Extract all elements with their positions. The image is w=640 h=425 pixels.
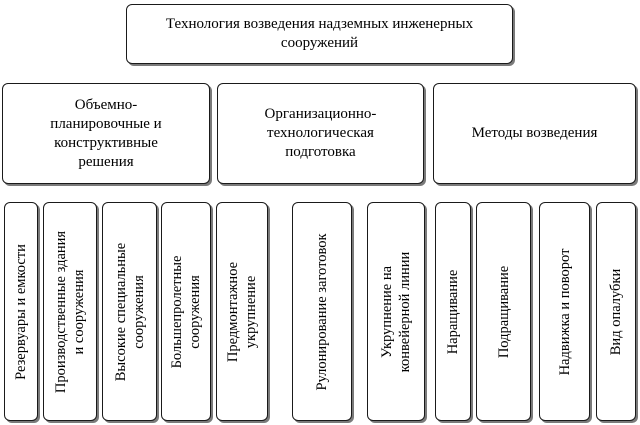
category-label-line: Объемно- [74,96,138,113]
leaf-label [607,268,625,354]
leaf-label [556,248,574,375]
leaf-label [378,251,414,372]
leaf-label-line: Высокие специальные [112,242,129,381]
leaf-label [168,255,204,368]
leaf-label-line: Надвижка и поворот [556,248,573,375]
leaf-node [43,202,97,421]
category-label [44,96,167,172]
leaf-label-line: Большепролетные [169,255,185,368]
leaf-label [313,233,331,390]
leaf-label [112,242,148,380]
leaf-label-line: укрупнение [243,275,259,348]
leaf-label-line: Рулонирование заготовок [314,232,330,391]
root-title-line: сооружений [280,35,359,51]
category-label [466,124,604,143]
category-label-line: Организационно- [264,106,377,122]
leaf-label [495,265,513,357]
root-title [160,15,479,53]
category-node-preparation [217,83,424,184]
leaf-label [52,230,88,392]
root-title-line: Технология возведения надземных инженерных [165,16,474,32]
leaf-label [224,261,260,361]
category-label [259,105,383,162]
leaf-label [444,269,462,354]
leaf-label-line: Предмонтажное [225,261,241,362]
leaf-node [216,202,268,421]
leaf-label-line: и сооружения [71,269,87,354]
category-node-methods [433,83,636,184]
category-node-planning [2,83,210,184]
leaf-label-line: конвейерной линии [397,251,413,372]
leaf-node [161,202,211,421]
category-label-line: конструктивные [54,134,158,151]
leaf-node [476,202,531,421]
root-node [126,4,513,64]
leaf-node [102,202,157,421]
category-label-line: решения [78,153,134,170]
leaf-label-line: Укрупнение на [379,265,395,358]
leaf-label-line: Производственные здания [53,230,69,393]
leaf-node [292,202,352,421]
category-label-line: технологическая [267,125,374,141]
leaf-node [435,202,471,421]
leaf-label-line: сооружения [187,274,203,349]
leaf-label-line: Вид опалубки [608,268,624,355]
leaf-label-line: Резервуары и емкости [13,243,29,380]
leaf-label-line: сооружения [130,274,147,349]
leaf-label-line: Наращивание [445,269,461,354]
leaf-node [539,202,590,421]
leaf-label-line: Подращивание [495,265,512,358]
leaf-node [367,202,425,421]
leaf-node [4,202,38,421]
category-label-line: подготовка [285,144,356,160]
leaf-node [596,202,636,421]
category-label-line: Методы возведения [471,125,598,141]
leaf-label [12,244,30,380]
category-label-line: планировочные и [50,115,162,132]
